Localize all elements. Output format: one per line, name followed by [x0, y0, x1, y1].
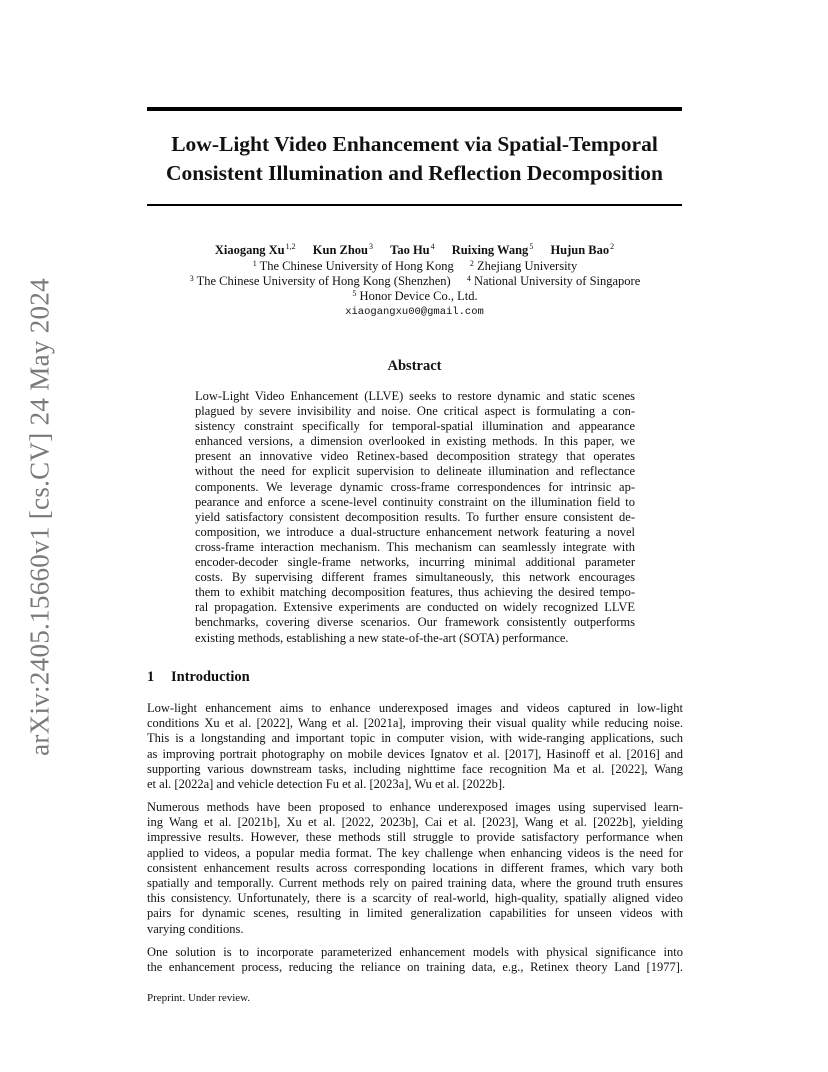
abstract-heading: Abstract — [387, 358, 442, 374]
text-line: One solution is to incorporate parameterized enhancement models with physical significance into — [147, 945, 683, 959]
abstract-line: cross-frame interaction mechanism. This mechanism can seamlessly integrate with — [195, 539, 635, 554]
text-line: the enhancement process, reducing the reliance on training data, e.g., Retinex theory Land [1977]. — [147, 960, 683, 975]
abstract-line: them to exhibit matching decomposition features, thus achieving the desired tempo- — [195, 585, 635, 600]
author: Ruixing Wang$^5$ — [451, 242, 534, 257]
section-title: Introduction — [171, 669, 250, 685]
title-top-rule — [147, 107, 682, 111]
affiliation: $^3$ The Chinese University of Hong Kong (Shenzhen) — [189, 274, 451, 288]
text-line: spatially and temporally. Current methods rely on paired training data, where the ground truth ensures — [147, 876, 683, 891]
text-line: impressive results. However, these methods still struggle to provide satisfactory performance when — [147, 830, 683, 845]
affiliation: $^2$ Zhejiang University — [469, 259, 578, 273]
abstract-line: present an innovative video Retinex-based decomposition strategy that operates — [195, 449, 635, 464]
title-bottom-rule — [147, 204, 682, 206]
abstract-line: benchmarks, covering diverse scenarios. Our framework consistently outperforms — [195, 615, 635, 630]
author: Hujun Bao$^2$ — [550, 242, 615, 257]
abstract-line: without the need for explicit supervision to delineate illumination and reflectance — [195, 464, 635, 479]
text-line: supporting various downstream tasks, including nighttime face recognition Ma et al. [2022], Wang — [147, 761, 683, 776]
intro-paragraph — [147, 701, 683, 792]
text-line: consistent enhancement results across corresponding locations in different frames, which vary both — [147, 860, 683, 875]
intro-paragraph — [147, 800, 683, 937]
abstract-line: encoder-decoder single-frame networks, incurring minimal additional parameter — [195, 555, 635, 570]
affiliation: $^4$ National University of Singapore — [466, 274, 641, 288]
text-line: pairs for dynamic scenes, resulting in limited generalization capabilities for unseen videos with — [147, 906, 683, 921]
abstract-line: yield satisfactory consistent decomposition results. To further ensure consistent de- — [195, 509, 635, 524]
abstract-line: costs. By supervising different frames simultaneously, this network encourages — [195, 570, 635, 585]
intro-paragraph — [147, 945, 683, 975]
affiliations-line-3 — [147, 289, 682, 304]
abstract-line: composition, we introduce a dual-structure enhancement network featuring a novel — [195, 524, 635, 539]
contact-email: xiaogangxu00@gmail.com — [345, 306, 484, 318]
section-heading-introduction — [147, 668, 250, 686]
text-line: applied to videos, a popular media format. The key challenge when enhancing videos is the need for — [147, 845, 683, 860]
title-line-2: Consistent Illumination and Reflection Decomposition — [166, 161, 663, 185]
affiliations-line-1 — [147, 259, 682, 274]
author: Kun Zhou$^3$ — [312, 242, 374, 257]
abstract-line: Low-Light Video Enhancement (LLVE) seeks to restore dynamic and static scenes — [195, 389, 635, 403]
section-number: 1 — [147, 669, 155, 685]
abstract-line: pearance and enforce a scene-level continuity constraint on the illumination field to — [195, 494, 635, 509]
text-line: as improving portrait photography on mobile devices Ignatov et al. [2017], Hasinoff et al. [2016] and — [147, 746, 683, 761]
text-line: Low-light enhancement aims to enhance underexposed images and videos captured in low-light — [147, 701, 683, 715]
abstract-line: components. We leverage dynamic cross-frame correspondences for intrinsic ap- — [195, 479, 635, 494]
text-line: This is a longstanding and important topic in computer vision, with wide-ranging applications, such — [147, 731, 683, 746]
abstract-line: sistency constraint specifically for temporal-spatial illumination and appearance — [195, 419, 635, 434]
text-line: varying conditions. — [147, 921, 244, 936]
abstract-line: enhanced versions, a dimension overlooked in existing methods. In this paper, we — [195, 434, 635, 449]
page-footer: Preprint. Under review. — [147, 992, 251, 1004]
affiliation: $^1$ The Chinese University of Hong Kong — [252, 259, 454, 273]
affiliations-line-2 — [147, 274, 682, 289]
author: Xiaogang Xu$^{1,2}$ — [214, 242, 296, 257]
author-list — [147, 242, 682, 258]
text-line: this consistency. Unfortunately, there is a scarcity of real-world, high-quality, spatially aligned video — [147, 891, 683, 906]
text-line: Numerous methods have been proposed to enhance underexposed images using supervised learn- — [147, 800, 683, 814]
title-line-1: Low-Light Video Enhancement via Spatial-Temporal — [171, 132, 658, 156]
paper-title — [147, 130, 682, 188]
text-line: et al. [2022a] and vehicle detection Fu et al. [2023a], Wu et al. [2022b]. — [147, 777, 506, 792]
text-line: conditions Xu et al. [2022], Wang et al. [2021a], improving their visual quality while reducing noise. — [147, 716, 683, 731]
abstract-line: plagued by severe invisibility and noise. One critical aspect is formulating a con- — [195, 404, 635, 419]
arxiv-identifier-stamp: arXiv:2405.15660v1 [cs.CV] 24 May 2024 — [24, 278, 55, 756]
abstract-line: existing methods, establishing a new state-of-the-art (SOTA) performance. — [195, 630, 569, 645]
abstract-text — [195, 389, 635, 646]
author: Tao Hu$^4$ — [390, 242, 435, 257]
affiliation: $^5$ Honor Device Co., Ltd. — [352, 289, 478, 303]
text-line: ing Wang et al. [2021b], Xu et al. [2022, 2023b], Cai et al. [2023], Wang et al. [2022b], yielding — [147, 815, 683, 830]
abstract-line: ral propagation. Extensive experiments are conducted on widely recognized LLVE — [195, 600, 635, 615]
